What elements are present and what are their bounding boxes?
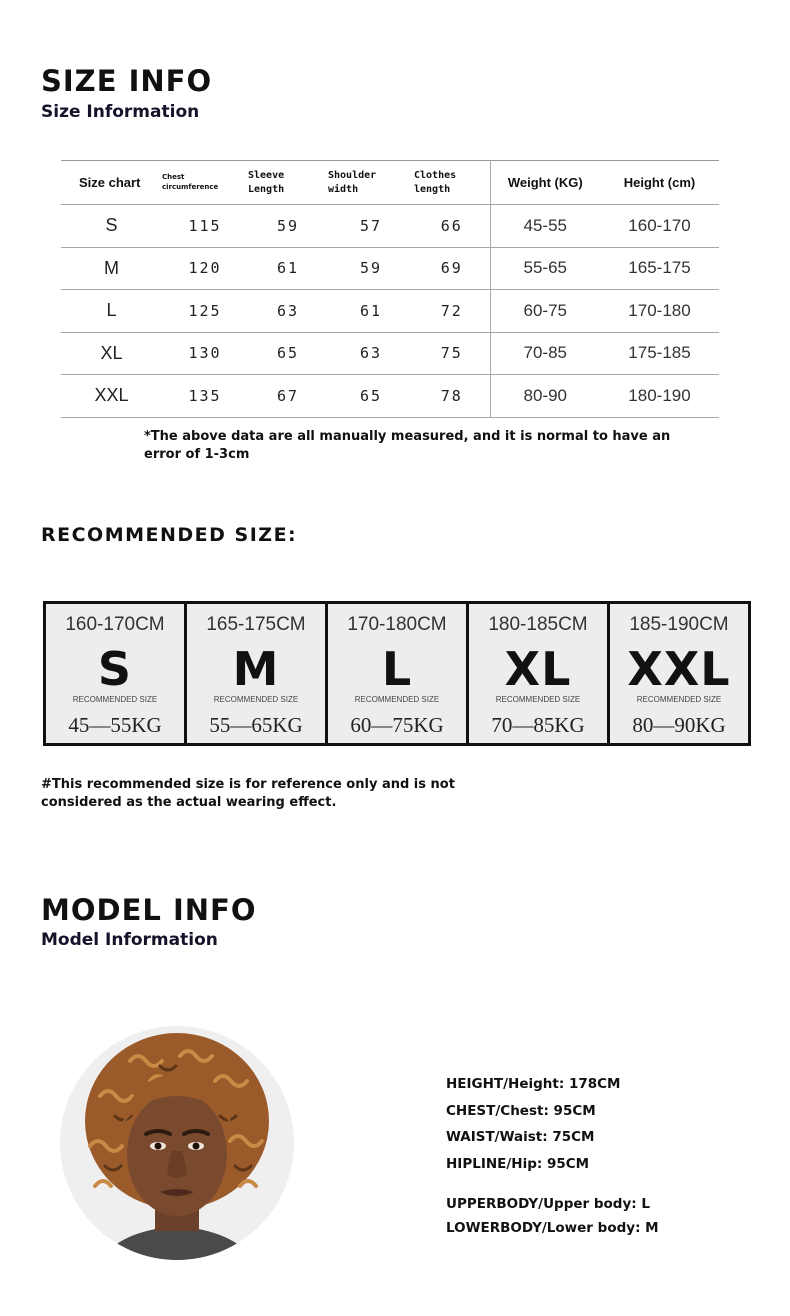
header-chest-line1: Chest (162, 173, 185, 182)
cell-sleeve: 67 (248, 375, 328, 418)
header-chest-line2: circumference (162, 182, 219, 191)
recommended-size-letter: XXL (627, 642, 731, 696)
cell-length: 69 (414, 247, 490, 290)
cell-length: 78 (414, 375, 490, 418)
cell-size: S (61, 205, 162, 248)
cell-size: M (61, 247, 162, 290)
header-size-chart: Size chart (61, 161, 162, 205)
header-height: Height (cm) (600, 161, 719, 205)
header-sleeve (248, 161, 328, 205)
cell-shoulder: 59 (328, 247, 414, 290)
recommended-height-range: 160-170CM (65, 614, 165, 635)
recommendation-note (41, 776, 455, 812)
recommended-size-letter: S (97, 642, 133, 696)
cell-height: 170-180 (600, 290, 719, 333)
header-clothes-line2: length (414, 183, 451, 195)
cell-size: L (61, 290, 162, 333)
cell-height: 175-185 (600, 332, 719, 375)
recommended-size-letter: XL (504, 642, 572, 696)
cell-weight: 80-90 (490, 375, 600, 418)
model-hip: HIPLINE/Hip: 95CM (446, 1156, 590, 1172)
header-clothes-length (414, 161, 490, 205)
recommended-cell-m (187, 604, 328, 743)
measurement-note-line1: *The above data are all manually measured, and it is normal to have an (144, 429, 671, 444)
size-table-header-row (61, 161, 719, 205)
recommended-cell-xl (469, 604, 610, 743)
table-row (61, 332, 719, 375)
size-info-subtitle: Size Information (41, 102, 200, 122)
recommended-weight-range: 70—85KG (491, 713, 585, 737)
cell-weight: 60-75 (490, 290, 600, 333)
recommended-weight-range: 55—65KG (209, 713, 303, 737)
recommended-size-grid (43, 601, 751, 746)
cell-shoulder: 61 (328, 290, 414, 333)
cell-weight: 45-55 (490, 205, 600, 248)
cell-shoulder: 57 (328, 205, 414, 248)
recommended-size-label: RECOMMENDED SIZE (354, 695, 440, 704)
model-height: HEIGHT/Height: 178CM (446, 1076, 621, 1092)
recommended-size-letter: M (232, 642, 280, 696)
cell-sleeve: 59 (248, 205, 328, 248)
model-info-subtitle: Model Information (41, 930, 218, 950)
header-weight: Weight (KG) (490, 161, 600, 205)
recommendation-note-line2: considered as the actual wearing effect. (41, 795, 337, 810)
measurement-note (144, 428, 670, 464)
cell-chest: 135 (162, 375, 248, 418)
model-waist: WAIST/Waist: 75CM (446, 1129, 595, 1145)
cell-height: 160-170 (600, 205, 719, 248)
cell-size: XXL (61, 375, 162, 418)
cell-size: XL (61, 332, 162, 375)
cell-chest: 120 (162, 247, 248, 290)
cell-weight: 55-65 (490, 247, 600, 290)
recommended-height-range: 170-180CM (347, 614, 447, 635)
cell-sleeve: 63 (248, 290, 328, 333)
cell-chest: 115 (162, 205, 248, 248)
cell-shoulder: 63 (328, 332, 414, 375)
recommended-height-range: 185-190CM (629, 614, 729, 635)
recommended-weight-range: 45—55KG (68, 713, 162, 737)
model-chest: CHEST/Chest: 95CM (446, 1103, 596, 1119)
recommended-cell-l (328, 604, 469, 743)
recommended-size-letter: L (381, 642, 413, 696)
recommended-height-range: 180-185CM (488, 614, 588, 635)
cell-sleeve: 61 (248, 247, 328, 290)
model-lower-body-size: LOWERBODY/Lower body: M (446, 1220, 659, 1236)
recommended-weight-range: 80—90KG (632, 713, 726, 737)
table-row (61, 247, 719, 290)
cell-height: 180-190 (600, 375, 719, 418)
header-clothes-line1: Clothes (414, 170, 457, 181)
cell-length: 75 (414, 332, 490, 375)
table-row (61, 375, 719, 418)
header-shoulder (328, 161, 414, 205)
model-info-title: MODEL INFO (41, 893, 257, 927)
recommended-weight-range: 60—75KG (350, 713, 444, 737)
model-portrait-illustration (60, 1026, 294, 1260)
header-shoulder-line2: width (328, 183, 359, 195)
measurement-note-line2: error of 1-3cm (144, 447, 250, 462)
recommended-size-label: RECOMMENDED SIZE (495, 695, 581, 704)
recommended-height-range: 165-175CM (206, 614, 306, 635)
recommended-size-label: RECOMMENDED SIZE (72, 695, 158, 704)
header-shoulder-line1: Shoulder (328, 170, 377, 181)
header-chest (162, 161, 248, 205)
model-photo (60, 1026, 294, 1260)
recommended-size-title: RECOMMENDED SIZE: (41, 524, 298, 546)
cell-height: 165-175 (600, 247, 719, 290)
cell-chest: 125 (162, 290, 248, 333)
header-sleeve-line1: Sleeve (248, 170, 285, 181)
cell-sleeve: 65 (248, 332, 328, 375)
recommended-size-label: RECOMMENDED SIZE (213, 695, 299, 704)
cell-length: 66 (414, 205, 490, 248)
recommended-cell-xxl (610, 604, 748, 743)
size-chart-table (61, 160, 719, 418)
cell-weight: 70-85 (490, 332, 600, 375)
recommended-cell-s (46, 604, 187, 743)
cell-chest: 130 (162, 332, 248, 375)
header-sleeve-line2: Length (248, 183, 285, 195)
recommendation-note-line1: #This recommended size is for reference only and is not (41, 777, 455, 792)
table-row (61, 290, 719, 333)
cell-shoulder: 65 (328, 375, 414, 418)
recommended-size-label: RECOMMENDED SIZE (636, 695, 722, 704)
table-row (61, 205, 719, 248)
model-upper-body-size: UPPERBODY/Upper body: L (446, 1196, 650, 1212)
cell-length: 72 (414, 290, 490, 333)
size-info-title: SIZE INFO (41, 64, 213, 98)
